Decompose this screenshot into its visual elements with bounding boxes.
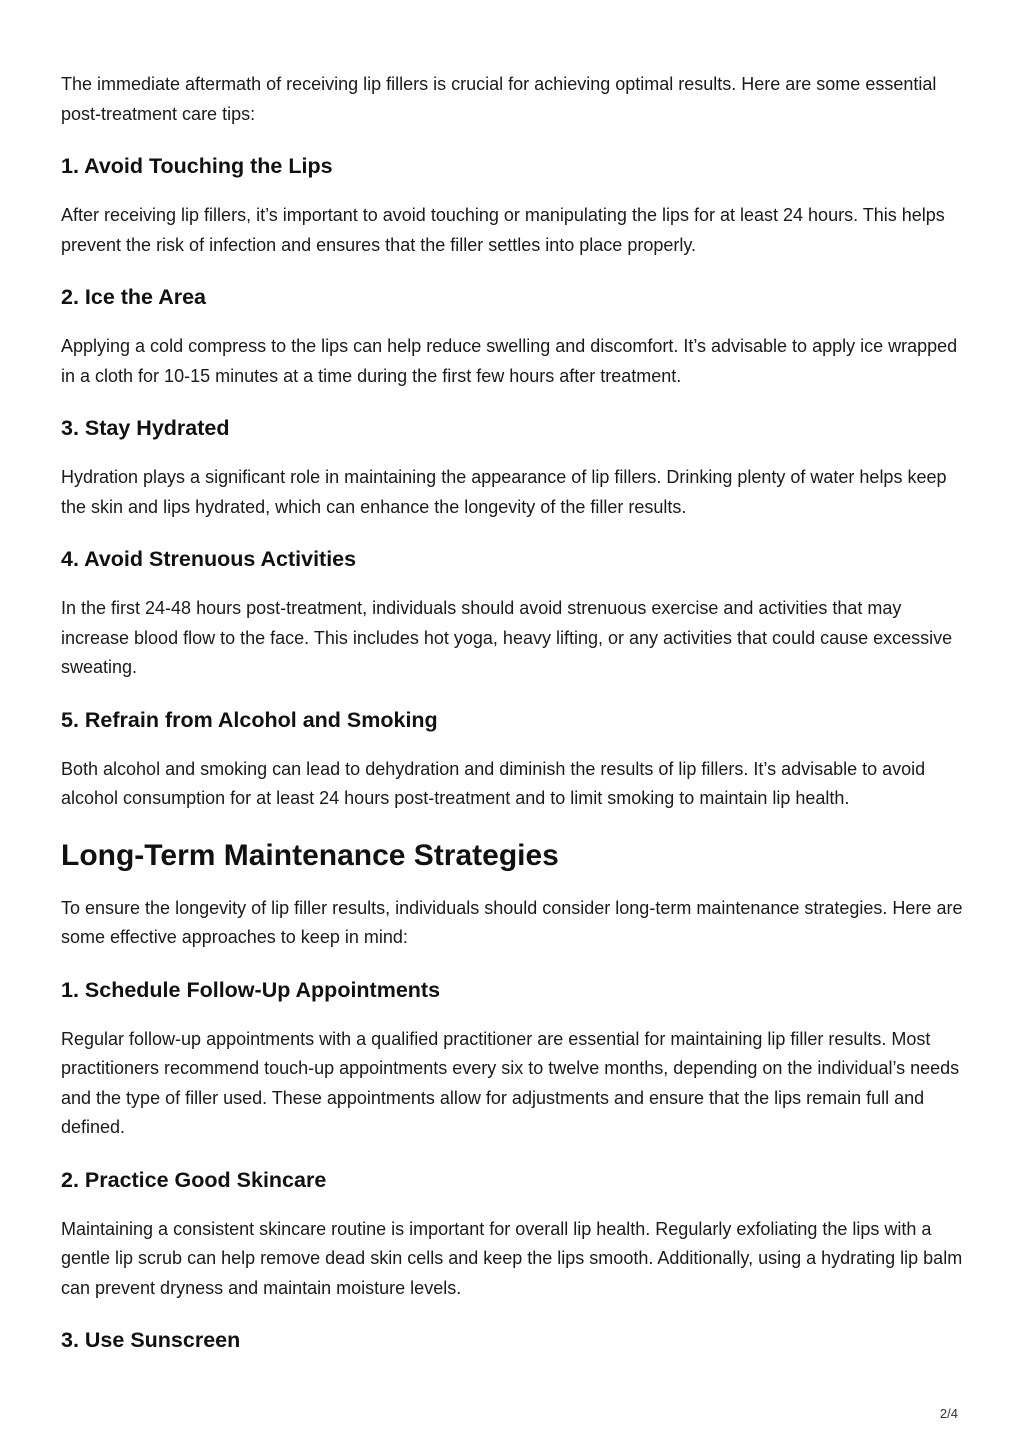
- strategy-heading-sunscreen: 3. Use Sunscreen: [61, 1328, 241, 1352]
- tip-heading-strenuous-activities: 4. Avoid Strenuous Activities: [61, 547, 357, 571]
- strategy-body-skincare: Maintaining a consistent skincare routine is important for overall lip health. Regularly exfoliating the lips with a gentle lip scrub can help remove dead skin cells and keep the lips smooth. Additionally, using a hydrating lip balm can prevent dryness and maintain moisture levels.: [61, 1218, 963, 1298]
- strategy-heading-skincare: 2. Practice Good Skincare: [61, 1167, 327, 1192]
- tip-body-ice-area: Applying a cold compress to the lips can help reduce swelling and discomfort. It’s advisable to apply ice wrapped in a cloth for 10-15 minutes at a time during the first few hours after treatment.: [61, 336, 958, 386]
- section-title-long-term: Long-Term Maintenance Strategies: [61, 838, 559, 872]
- tip-heading-alcohol-smoking: 5. Refrain from Alcohol and Smoking: [61, 707, 438, 732]
- page-number: 2/4: [939, 1406, 958, 1421]
- strategy-body-follow-up: Regular follow-up appointments with a qualified practitioner are essential for maintaining lip filler results. Most practitioners recommend touch-up appointments every six to twelve months, depending on the individual’s needs and the type of filler used. These appointments allow for adjustments and ensure that the lips remain full and defined.: [61, 1028, 960, 1137]
- tip-body-stay-hydrated: Hydration plays a significant role in maintaining the appearance of lip fillers. Drinking plenty of water helps keep the skin and lips hydrated, which can enhance the longevity of the filler results.: [61, 467, 947, 517]
- tip-body-avoid-touching: After receiving lip fillers, it’s important to avoid touching or manipulating the lips for at least 24 hours. This helps prevent the risk of infection and ensures that the filler settles into place properly.: [61, 205, 945, 255]
- tip-heading-avoid-touching: 1. Avoid Touching the Lips: [61, 154, 333, 178]
- long-term-intro: To ensure the longevity of lip filler results, individuals should consider long-term maintenance strategies. Here are some effective approaches to keep in mind:: [61, 897, 963, 947]
- document-page: [61, 70, 966, 1375]
- tip-heading-stay-hydrated: 3. Stay Hydrated: [61, 416, 230, 440]
- tip-body-strenuous-activities: In the first 24-48 hours post-treatment, individuals should avoid strenuous exercise and activities that may increase blood flow to the face. This includes hot yoga, heavy lifting, or any activities that could cause excessive sweating.: [61, 598, 953, 677]
- tip-heading-ice-area: 2. Ice the Area: [61, 285, 206, 309]
- intro-paragraph: The immediate aftermath of receiving lip fillers is crucial for achieving optimal results. Here are some essential post-treatment care tips:: [61, 74, 937, 124]
- strategy-heading-follow-up: 1. Schedule Follow-Up Appointments: [61, 977, 441, 1002]
- tip-body-alcohol-smoking: Both alcohol and smoking can lead to dehydration and diminish the results of lip fillers. It’s advisable to avoid alcohol consumption for at least 24 hours post-treatment and to limit smoking to maintain lip health.: [61, 758, 926, 808]
